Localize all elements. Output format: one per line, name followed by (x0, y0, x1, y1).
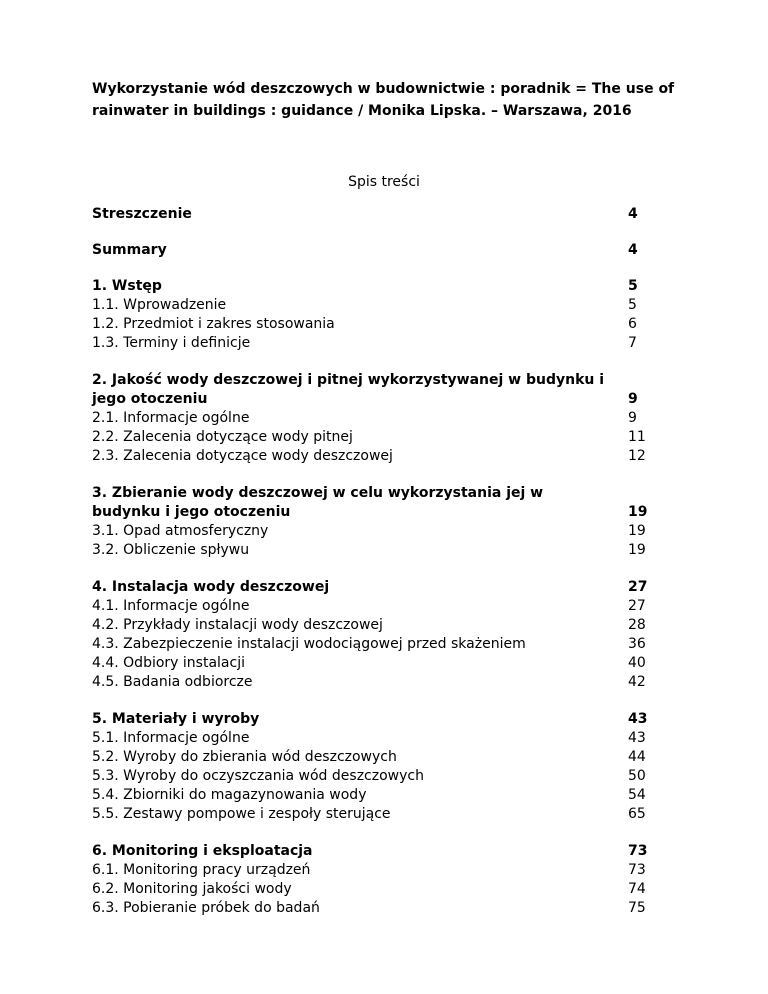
toc-subentry-page: 73 (628, 862, 646, 878)
toc-entry-main (92, 710, 668, 729)
toc-subentry-page: 50 (628, 768, 646, 784)
toc-entry-title: 2. Jakość wody deszczowej i pitnej wykorzystywanej w budynku i jego otoczeniu (92, 372, 605, 407)
toc-subentry-title: 4.4. Odbiory instalacji (92, 655, 245, 671)
toc-subentry-title: 2.3. Zalecenia dotyczące wody deszczowej (92, 448, 393, 464)
toc-subentry-title: 3.2. Obliczenie spływu (92, 542, 250, 558)
toc-subentry-page: 12 (628, 448, 646, 464)
toc-entry-sub (92, 616, 668, 635)
toc-entry-main (92, 484, 668, 522)
toc-entry-sub (92, 654, 668, 673)
toc-entry-main (92, 371, 668, 409)
toc-subentry-title: 4.2. Przykłady instalacji wody deszczowej (92, 617, 383, 633)
toc-entry-sub (92, 805, 668, 824)
toc-entry-page: 19 (628, 504, 648, 520)
toc-entry-sub (92, 541, 668, 560)
toc-entry-title: 4. Instalacja wody deszczowej (92, 579, 330, 595)
toc-entry-sub (92, 597, 668, 616)
table-of-contents (92, 205, 668, 936)
toc-subentry-page: 40 (628, 655, 646, 671)
toc-subentry-title: 3.1. Opad atmosferyczny (92, 523, 269, 539)
toc-entry-title: Summary (92, 242, 167, 258)
toc-entry-title: 3. Zbieranie wody deszczowej w celu wykorzystania jej w budynku i jego otoczeniu (92, 485, 544, 520)
toc-entry-sub (92, 315, 668, 334)
toc-entry-sub (92, 334, 668, 353)
toc-entry-sub (92, 522, 668, 541)
toc-entry-page: 73 (628, 843, 648, 859)
toc-section (92, 205, 668, 224)
toc-subentry-page: 75 (628, 900, 646, 916)
toc-subentry-title: 1.2. Przedmiot i zakres stosowania (92, 316, 335, 332)
toc-subentry-title: 6.3. Pobieranie próbek do badań (92, 900, 320, 916)
toc-subentry-title: 4.3. Zabezpieczenie instalacji wodociągowej przed skażeniem (92, 636, 526, 652)
toc-section (92, 710, 668, 824)
toc-entry-page: 4 (628, 242, 638, 258)
toc-entry-main (92, 842, 668, 861)
toc-entry-sub (92, 899, 668, 918)
toc-heading: Spis treści (348, 174, 420, 190)
toc-entry-title: 5. Materiały i wyroby (92, 711, 260, 727)
toc-entry-title: 1. Wstęp (92, 278, 162, 294)
toc-entry-sub (92, 409, 668, 428)
document-title: Wykorzystanie wód deszczowych w budownictwie : poradnik = The use of rainwater in buildings : guidance / Monika Lipska. – Warszawa, 2016 (92, 81, 675, 119)
toc-entry-sub (92, 861, 668, 880)
toc-subentry-title: 2.1. Informacje ogólne (92, 410, 250, 426)
toc-subentry-title: 6.1. Monitoring pracy urządzeń (92, 862, 311, 878)
toc-entry-page: 9 (628, 391, 638, 407)
toc-subentry-page: 27 (628, 598, 646, 614)
toc-entry-sub (92, 786, 668, 805)
toc-subentry-page: 19 (628, 523, 646, 539)
toc-section (92, 578, 668, 692)
toc-subentry-page: 5 (628, 297, 637, 313)
toc-section (92, 241, 668, 260)
toc-entry-main (92, 241, 668, 260)
toc-entry-sub (92, 880, 668, 899)
toc-section (92, 277, 668, 353)
toc-subentry-title: 4.5. Badania odbiorcze (92, 674, 253, 690)
toc-entry-sub (92, 296, 668, 315)
toc-entry-page: 27 (628, 579, 648, 595)
toc-subentry-title: 5.1. Informacje ogólne (92, 730, 250, 746)
toc-entry-sub (92, 428, 668, 447)
toc-entry-page: 43 (628, 711, 648, 727)
toc-subentry-title: 5.2. Wyroby do zbierania wód deszczowych (92, 749, 397, 765)
toc-entry-main (92, 277, 668, 296)
toc-subentry-page: 6 (628, 316, 637, 332)
toc-subentry-page: 65 (628, 806, 646, 822)
toc-subentry-title: 2.2. Zalecenia dotyczące wody pitnej (92, 429, 353, 445)
toc-section (92, 371, 668, 466)
toc-entry-sub (92, 447, 668, 466)
toc-entry-title: Streszczenie (92, 206, 192, 222)
toc-subentry-title: 4.1. Informacje ogólne (92, 598, 250, 614)
toc-subentry-page: 11 (628, 429, 646, 445)
toc-subentry-page: 28 (628, 617, 646, 633)
toc-entry-sub (92, 767, 668, 786)
toc-subentry-page: 44 (628, 749, 646, 765)
toc-entry-page: 4 (628, 206, 638, 222)
toc-subentry-page: 74 (628, 881, 646, 897)
toc-subentry-title: 6.2. Monitoring jakości wody (92, 881, 292, 897)
toc-entry-page: 5 (628, 278, 638, 294)
toc-subentry-title: 1.3. Terminy i definicje (92, 335, 251, 351)
toc-entry-sub (92, 635, 668, 654)
toc-subentry-title: 5.3. Wyroby do oczyszczania wód deszczowych (92, 768, 424, 784)
toc-section (92, 484, 668, 560)
toc-subentry-title: 5.4. Zbiorniki do magazynowania wody (92, 787, 367, 803)
toc-subentry-page: 9 (628, 410, 637, 426)
toc-subentry-title: 5.5. Zestawy pompowe i zespoły sterujące (92, 806, 391, 822)
toc-subentry-page: 54 (628, 787, 646, 803)
toc-entry-sub (92, 729, 668, 748)
toc-entry-title: 6. Monitoring i eksploatacja (92, 843, 313, 859)
toc-subentry-page: 42 (628, 674, 646, 690)
toc-subentry-page: 19 (628, 542, 646, 558)
toc-entry-main (92, 205, 668, 224)
toc-entry-sub (92, 748, 668, 767)
toc-subentry-page: 43 (628, 730, 646, 746)
toc-subentry-title: 1.1. Wprowadzenie (92, 297, 227, 313)
toc-section (92, 842, 668, 918)
toc-subentry-page: 7 (628, 335, 637, 351)
toc-subentry-page: 36 (628, 636, 646, 652)
toc-entry-sub (92, 673, 668, 692)
toc-entry-main (92, 578, 668, 597)
